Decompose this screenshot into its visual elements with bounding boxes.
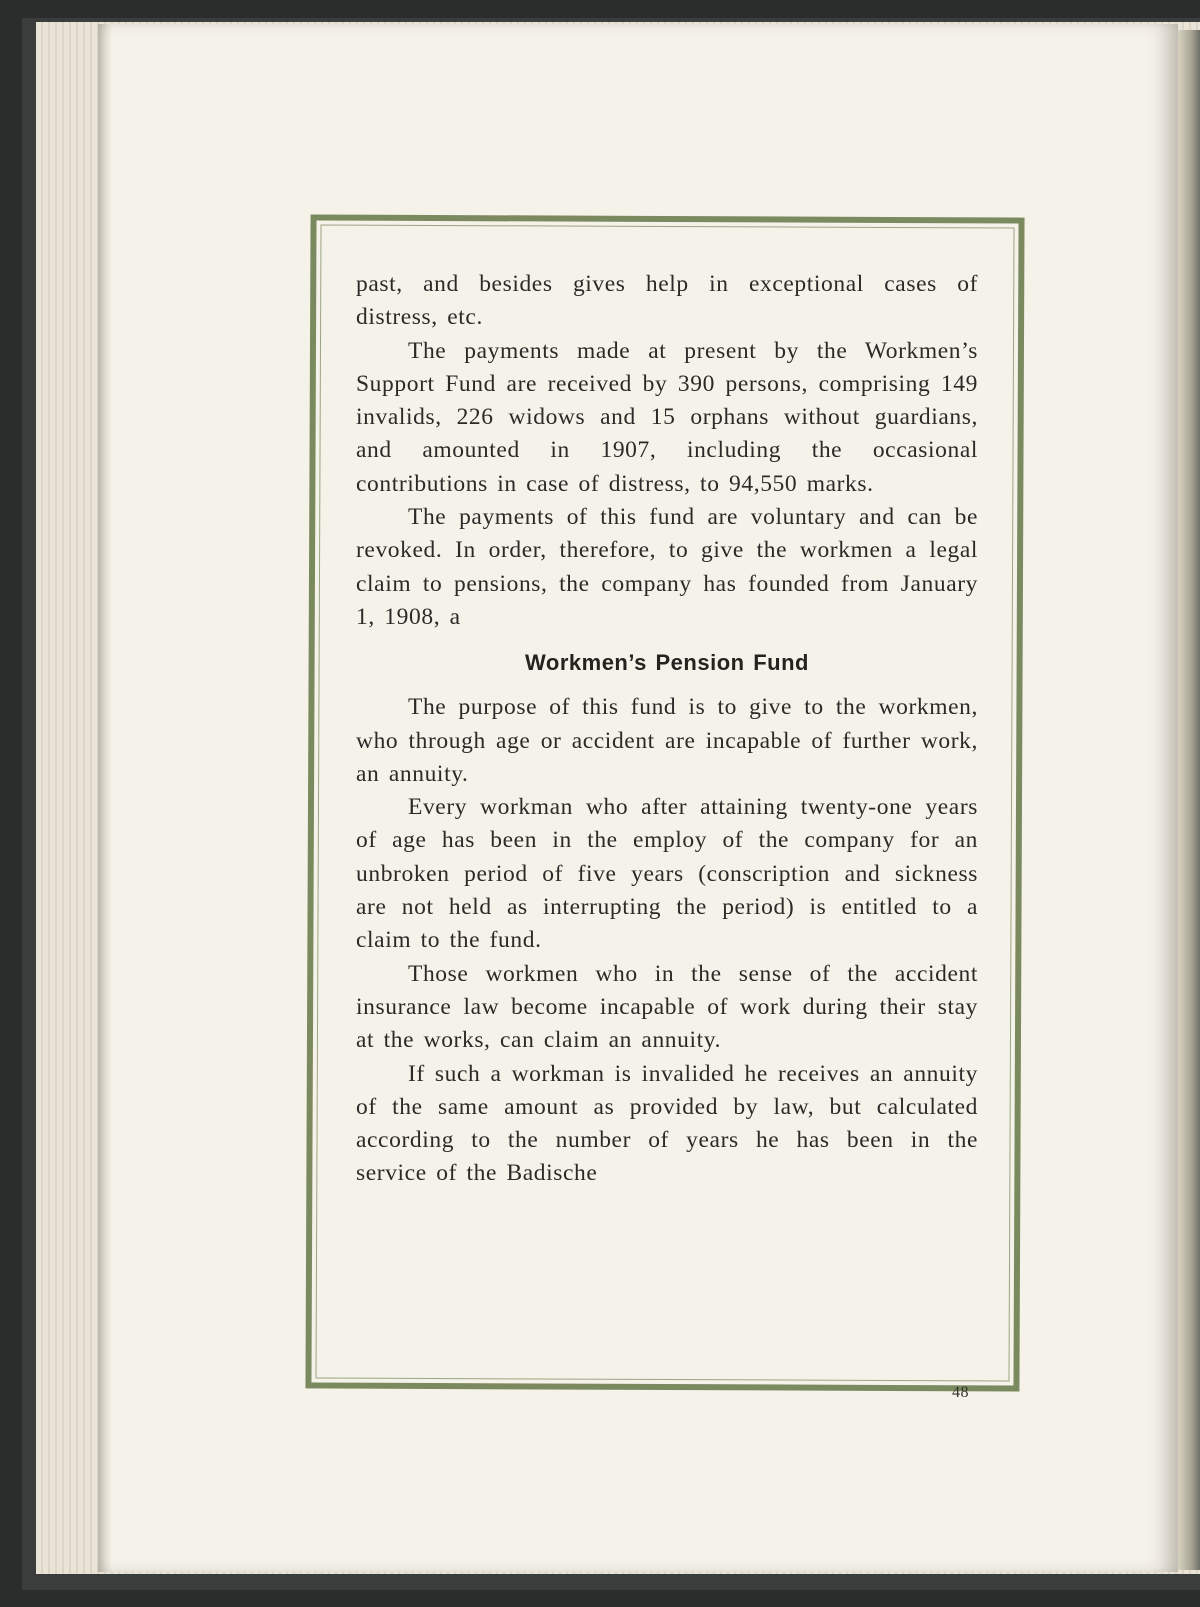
paragraph-voluntary: The payments of this fund are voluntary and can be revoked. In order, therefore, to give the workmen a legal claim to pensions, the company has founded from January 1, 1908, a bbox=[356, 504, 978, 630]
paragraph-invalided: If such a workman is invalided he receives an annuity of the same amount as provided by law, but calculated according to the number of years he has been in the service of the Badische bbox=[356, 1060, 978, 1187]
paragraph-support-fund: The payments made at present by the Workmen’s Support Fund are received by 390 persons, comprising 149 invalids, 226 widows and 15 orphans without guardians, and amounted in 1907, including the occasional contributions in case of distress, to 94,550 marks. bbox=[356, 337, 978, 497]
paragraph-purpose: The purpose of this fund is to give to the workmen, who through age or accident are incapable of further work, an annuity. bbox=[356, 694, 978, 787]
right-gutter bbox=[1178, 30, 1200, 1570]
spine-shadow bbox=[98, 24, 112, 1572]
paragraph-accident: Those workmen who in the sense of the accident insurance law become incapable of work during their stay at the works, can claim an annuity. bbox=[356, 960, 978, 1054]
paragraph-eligibility: Every workman who after attaining twenty-one years of age has been in the employ of the company for an unbroken period of five years (conscription and sickness are not held as interrupting the period) is entitled to a claim to the fund. bbox=[356, 794, 978, 954]
text-block bbox=[356, 268, 978, 1191]
section-heading: Workmen’s Pension Fund bbox=[525, 650, 809, 676]
paragraph-continued: past, and besides gives help in exceptional cases of distress, etc. bbox=[356, 271, 978, 331]
book-page bbox=[98, 24, 1178, 1572]
page-number: 48 bbox=[952, 1384, 969, 1401]
